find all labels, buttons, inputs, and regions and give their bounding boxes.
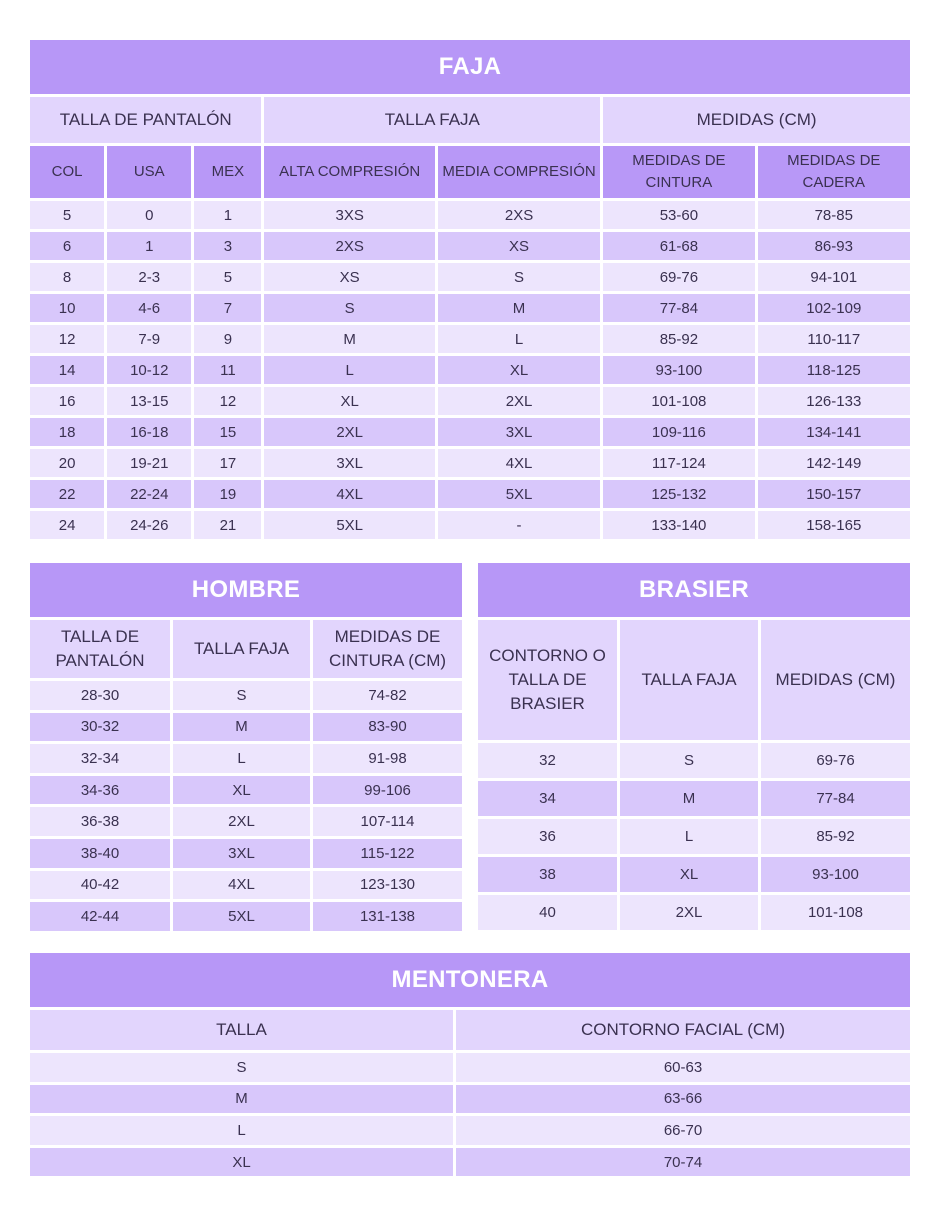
table-row: [30, 681, 462, 710]
table-cell: 123-130: [313, 871, 462, 900]
hombre-title: HOMBRE: [30, 563, 462, 617]
table-row: [478, 743, 910, 778]
table-cell: 38: [478, 857, 617, 892]
table-cell: 32: [478, 743, 617, 778]
table-cell: S: [30, 1053, 453, 1082]
table-cell: 101-108: [603, 387, 754, 415]
table-cell: 78-85: [758, 201, 910, 229]
table-row: [30, 387, 910, 415]
faja-column-header: USA: [107, 146, 191, 198]
table-row: [30, 511, 910, 539]
table-cell: M: [173, 713, 310, 742]
faja-column-header: COL: [30, 146, 104, 198]
table-row: [30, 480, 910, 508]
table-cell: 19-21: [107, 449, 191, 477]
table-row: [30, 356, 910, 384]
table-cell: 17: [194, 449, 261, 477]
table-cell: 30-32: [30, 713, 170, 742]
table-cell: 22-24: [107, 480, 191, 508]
table-cell: 134-141: [758, 418, 910, 446]
table-row: [478, 857, 910, 892]
table-cell: 101-108: [761, 895, 910, 930]
faja-column-header: ALTA COMPRESIÓN: [264, 146, 434, 198]
table-cell: 4-6: [107, 294, 191, 322]
brasier-column-header: CONTORNO O TALLA DE BRASIER: [478, 620, 617, 740]
table-cell: 77-84: [761, 781, 910, 816]
table-cell: 60-63: [456, 1053, 910, 1082]
table-cell: 117-124: [603, 449, 754, 477]
table-row: [30, 418, 910, 446]
table-cell: 5: [30, 201, 104, 229]
table-cell: 69-76: [603, 263, 754, 291]
table-cell: 110-117: [758, 325, 910, 353]
table-row: [30, 325, 910, 353]
mentonera-rows: [30, 1053, 910, 1176]
table-cell: 3XS: [264, 201, 434, 229]
table-row: [30, 839, 462, 868]
table-cell: 142-149: [758, 449, 910, 477]
table-cell: 107-114: [313, 807, 462, 836]
table-cell: 32-34: [30, 744, 170, 773]
table-cell: 2XL: [620, 895, 758, 930]
table-cell: 74-82: [313, 681, 462, 710]
table-cell: 5: [194, 263, 261, 291]
table-cell: 3: [194, 232, 261, 260]
table-row: [30, 1116, 910, 1145]
table-cell: 20: [30, 449, 104, 477]
brasier-column-header: TALLA FAJA: [620, 620, 758, 740]
table-cell: 16-18: [107, 418, 191, 446]
table-cell: 2-3: [107, 263, 191, 291]
table-cell: 1: [194, 201, 261, 229]
faja-column-header: MEDIDAS DE CINTURA: [603, 146, 754, 198]
table-cell: 53-60: [603, 201, 754, 229]
table-row: [478, 781, 910, 816]
table-cell: 4XL: [173, 871, 310, 900]
table-cell: XL: [264, 387, 434, 415]
table-cell: 83-90: [313, 713, 462, 742]
brasier-title: BRASIER: [478, 563, 910, 617]
table-cell: -: [438, 511, 600, 539]
table-row: [30, 1085, 910, 1114]
table-cell: 66-70: [456, 1116, 910, 1145]
mentonera-title: MENTONERA: [30, 953, 910, 1007]
table-cell: L: [620, 819, 758, 854]
table-row: [478, 895, 910, 930]
table-row: [30, 1148, 910, 1177]
table-row: [30, 902, 462, 931]
table-cell: 40-42: [30, 871, 170, 900]
brasier-table: [475, 560, 913, 933]
table-cell: 0: [107, 201, 191, 229]
table-cell: M: [30, 1085, 453, 1114]
hombre-column-header: MEDIDAS DE CINTURA (CM): [313, 620, 462, 678]
table-row: [30, 776, 462, 805]
brasier-column-header: MEDIDAS (CM): [761, 620, 910, 740]
table-cell: 70-74: [456, 1148, 910, 1177]
hombre-table: [27, 560, 465, 934]
table-cell: 38-40: [30, 839, 170, 868]
faja-group-header: MEDIDAS (CM): [603, 97, 910, 143]
table-cell: 2XS: [438, 201, 600, 229]
table-row: [30, 449, 910, 477]
table-cell: 133-140: [603, 511, 754, 539]
table-cell: 93-100: [761, 857, 910, 892]
table-row: [30, 871, 462, 900]
table-cell: S: [620, 743, 758, 778]
table-cell: 150-157: [758, 480, 910, 508]
table-cell: 36-38: [30, 807, 170, 836]
table-cell: 19: [194, 480, 261, 508]
faja-title: FAJA: [30, 40, 910, 94]
table-cell: 61-68: [603, 232, 754, 260]
table-cell: S: [438, 263, 600, 291]
table-row: [30, 1053, 910, 1082]
table-row: [30, 713, 462, 742]
table-cell: 13-15: [107, 387, 191, 415]
table-cell: 4XL: [264, 480, 434, 508]
table-cell: M: [264, 325, 434, 353]
table-cell: 34-36: [30, 776, 170, 805]
table-cell: 5XL: [173, 902, 310, 931]
table-cell: 42-44: [30, 902, 170, 931]
table-row: [30, 744, 462, 773]
table-row: [30, 807, 462, 836]
brasier-rows: [478, 743, 910, 930]
table-cell: XL: [173, 776, 310, 805]
table-cell: 102-109: [758, 294, 910, 322]
table-row: [30, 294, 910, 322]
table-cell: 3XL: [264, 449, 434, 477]
table-cell: 2XL: [173, 807, 310, 836]
faja-column-header: MEX: [194, 146, 261, 198]
table-cell: M: [620, 781, 758, 816]
table-cell: L: [264, 356, 434, 384]
table-cell: 69-76: [761, 743, 910, 778]
table-cell: 3XL: [438, 418, 600, 446]
faja-group-header: TALLA DE PANTALÓN: [30, 97, 261, 143]
table-cell: XL: [30, 1148, 453, 1177]
table-cell: 5XL: [438, 480, 600, 508]
mentonera-column-header: TALLA: [30, 1010, 453, 1050]
table-cell: 40: [478, 895, 617, 930]
table-cell: 10: [30, 294, 104, 322]
table-cell: 131-138: [313, 902, 462, 931]
table-cell: 18: [30, 418, 104, 446]
table-cell: 16: [30, 387, 104, 415]
table-row: [30, 263, 910, 291]
table-cell: 158-165: [758, 511, 910, 539]
table-row: [30, 232, 910, 260]
faja-table: [27, 37, 913, 542]
table-cell: L: [173, 744, 310, 773]
table-cell: 85-92: [603, 325, 754, 353]
table-cell: 93-100: [603, 356, 754, 384]
table-cell: 4XL: [438, 449, 600, 477]
table-cell: 2XL: [264, 418, 434, 446]
table-cell: 94-101: [758, 263, 910, 291]
table-cell: 63-66: [456, 1085, 910, 1114]
table-cell: 3XL: [173, 839, 310, 868]
table-cell: S: [264, 294, 434, 322]
faja-group-header: TALLA FAJA: [264, 97, 600, 143]
table-cell: 2XL: [438, 387, 600, 415]
table-cell: 91-98: [313, 744, 462, 773]
table-cell: 36: [478, 819, 617, 854]
table-cell: XL: [620, 857, 758, 892]
table-cell: 7: [194, 294, 261, 322]
hombre-column-header: TALLA DE PANTALÓN: [30, 620, 170, 678]
table-cell: XL: [438, 356, 600, 384]
table-cell: 22: [30, 480, 104, 508]
table-cell: L: [438, 325, 600, 353]
table-cell: 126-133: [758, 387, 910, 415]
table-cell: 6: [30, 232, 104, 260]
table-cell: 109-116: [603, 418, 754, 446]
faja-rows: [30, 201, 910, 539]
table-cell: 8: [30, 263, 104, 291]
hombre-rows: [30, 681, 462, 931]
table-row: [478, 819, 910, 854]
hombre-column-header: TALLA FAJA: [173, 620, 310, 678]
table-cell: XS: [438, 232, 600, 260]
table-cell: 14: [30, 356, 104, 384]
table-cell: 34: [478, 781, 617, 816]
table-cell: 86-93: [758, 232, 910, 260]
table-cell: 125-132: [603, 480, 754, 508]
table-cell: M: [438, 294, 600, 322]
table-cell: 7-9: [107, 325, 191, 353]
table-cell: 118-125: [758, 356, 910, 384]
table-cell: 85-92: [761, 819, 910, 854]
mentonera-column-header: CONTORNO FACIAL (CM): [456, 1010, 910, 1050]
table-cell: 11: [194, 356, 261, 384]
table-cell: S: [173, 681, 310, 710]
table-cell: 99-106: [313, 776, 462, 805]
table-cell: 5XL: [264, 511, 434, 539]
faja-column-header: MEDIDAS DE CADERA: [758, 146, 910, 198]
table-cell: L: [30, 1116, 453, 1145]
faja-column-header: MEDIA COMPRESIÓN: [438, 146, 600, 198]
table-cell: 9: [194, 325, 261, 353]
table-row: [30, 201, 910, 229]
table-cell: 115-122: [313, 839, 462, 868]
table-cell: 12: [30, 325, 104, 353]
table-cell: XS: [264, 263, 434, 291]
table-cell: 12: [194, 387, 261, 415]
table-cell: 1: [107, 232, 191, 260]
table-cell: 2XS: [264, 232, 434, 260]
table-cell: 10-12: [107, 356, 191, 384]
table-cell: 24: [30, 511, 104, 539]
mentonera-table: [27, 950, 913, 1179]
table-cell: 21: [194, 511, 261, 539]
table-cell: 15: [194, 418, 261, 446]
table-cell: 77-84: [603, 294, 754, 322]
table-cell: 24-26: [107, 511, 191, 539]
table-cell: 28-30: [30, 681, 170, 710]
